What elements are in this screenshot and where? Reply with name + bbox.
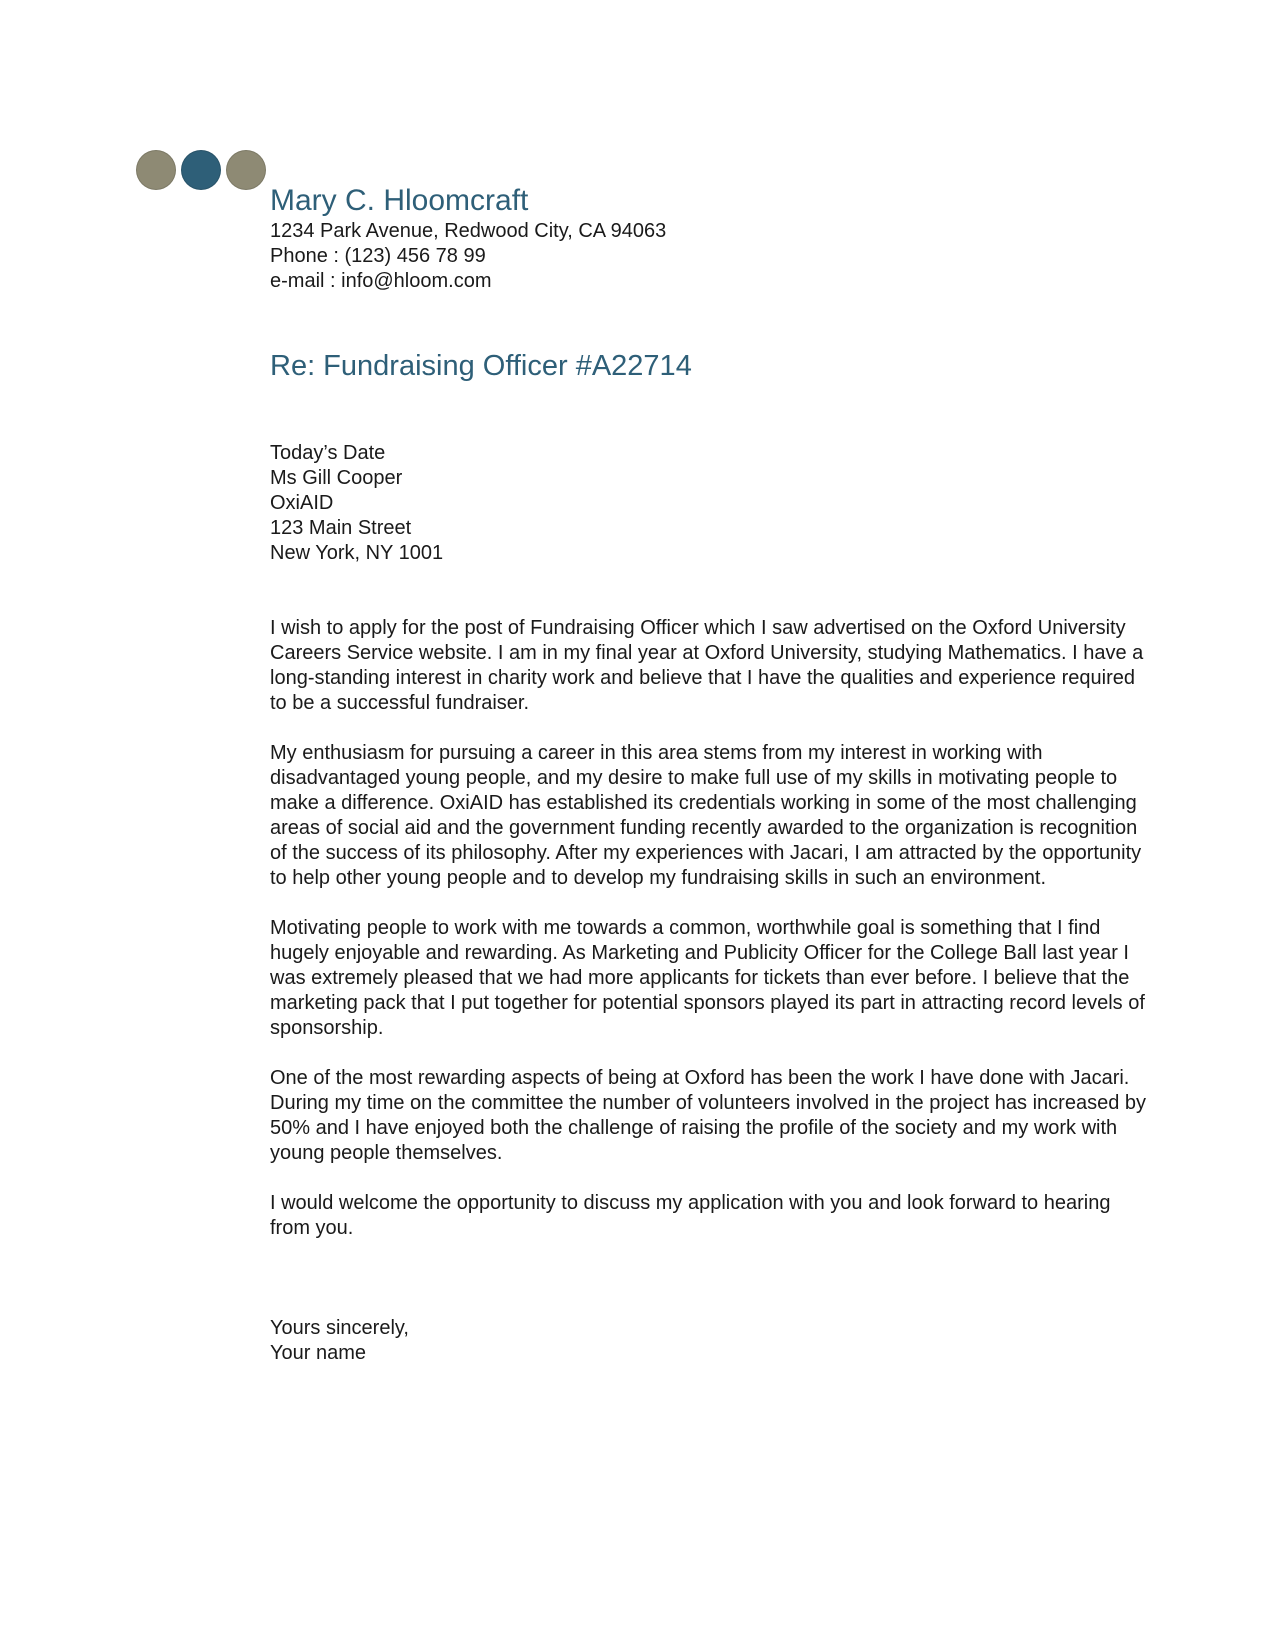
sender-address: 1234 Park Avenue, Redwood City, CA 94063 [270, 220, 667, 242]
sender-email: e-mail : info@hloom.com [270, 270, 492, 292]
sender-name: Mary C. Hloomcraft [270, 184, 529, 217]
closing-salutation: Yours sincerely, [270, 1317, 409, 1339]
body-paragraph: I wish to apply for the post of Fundraising Officer which I saw advertised on the Oxford University Careers Service website. I am in my final year at Oxford University, studying Mathematics. I have a long-standing interest in charity work and believe that I have the qualities and experience required to be a successful fundraiser. [270, 617, 1144, 714]
sender-phone: Phone : (123) 456 78 99 [270, 245, 486, 267]
signature-name: Your name [270, 1342, 366, 1364]
dot-left [136, 150, 176, 190]
body-paragraph: One of the most rewarding aspects of being at Oxford has been the work I have done with Jacari. During my time on the committee the number of volunteers involved in the project has increased by 50% and I have enjoyed both the challenge of raising the profile of the society and my work with young people themselves. [270, 1067, 1146, 1164]
recipient-street: 123 Main Street [270, 517, 412, 539]
decorative-dots [136, 150, 266, 190]
letter-body [270, 616, 1150, 1266]
closing-block [270, 1316, 409, 1366]
recipient-block [270, 441, 443, 566]
sender-block [270, 183, 1150, 294]
recipient-name: Ms Gill Cooper [270, 467, 403, 489]
letter-date: Today’s Date [270, 442, 386, 464]
recipient-company: OxiAID [270, 492, 334, 514]
body-paragraph: I would welcome the opportunity to discuss my application with you and look forward to hearing from you. [270, 1192, 1111, 1239]
dot-right [226, 150, 266, 190]
body-paragraph: My enthusiasm for pursuing a career in this area stems from my interest in working with disadvantaged young people, and my desire to make full use of my skills in motivating people to make a difference. OxiAID has established its credentials working in some of the most challenging areas of social aid and the government funding recently awarded to the organization is recognition of the success of its philosophy. After my experiences with Jacari, I am attracted by the opportunity to help other young people and to develop my fundraising skills in such an environment. [270, 742, 1142, 889]
recipient-city: New York, NY 1001 [270, 542, 444, 564]
dot-middle [181, 150, 221, 190]
subject-line: Re: Fundraising Officer #A22714 [270, 350, 692, 382]
body-paragraph: Motivating people to work with me towards a common, worthwhile goal is something that I find hugely enjoyable and rewarding. As Marketing and Publicity Officer for the College Ball last year I was extremely pleased that we had more applicants for tickets than ever before. I believe that the marketing pack that I put together for potential sponsors played its part in attracting record levels of sponsorship. [270, 917, 1145, 1039]
